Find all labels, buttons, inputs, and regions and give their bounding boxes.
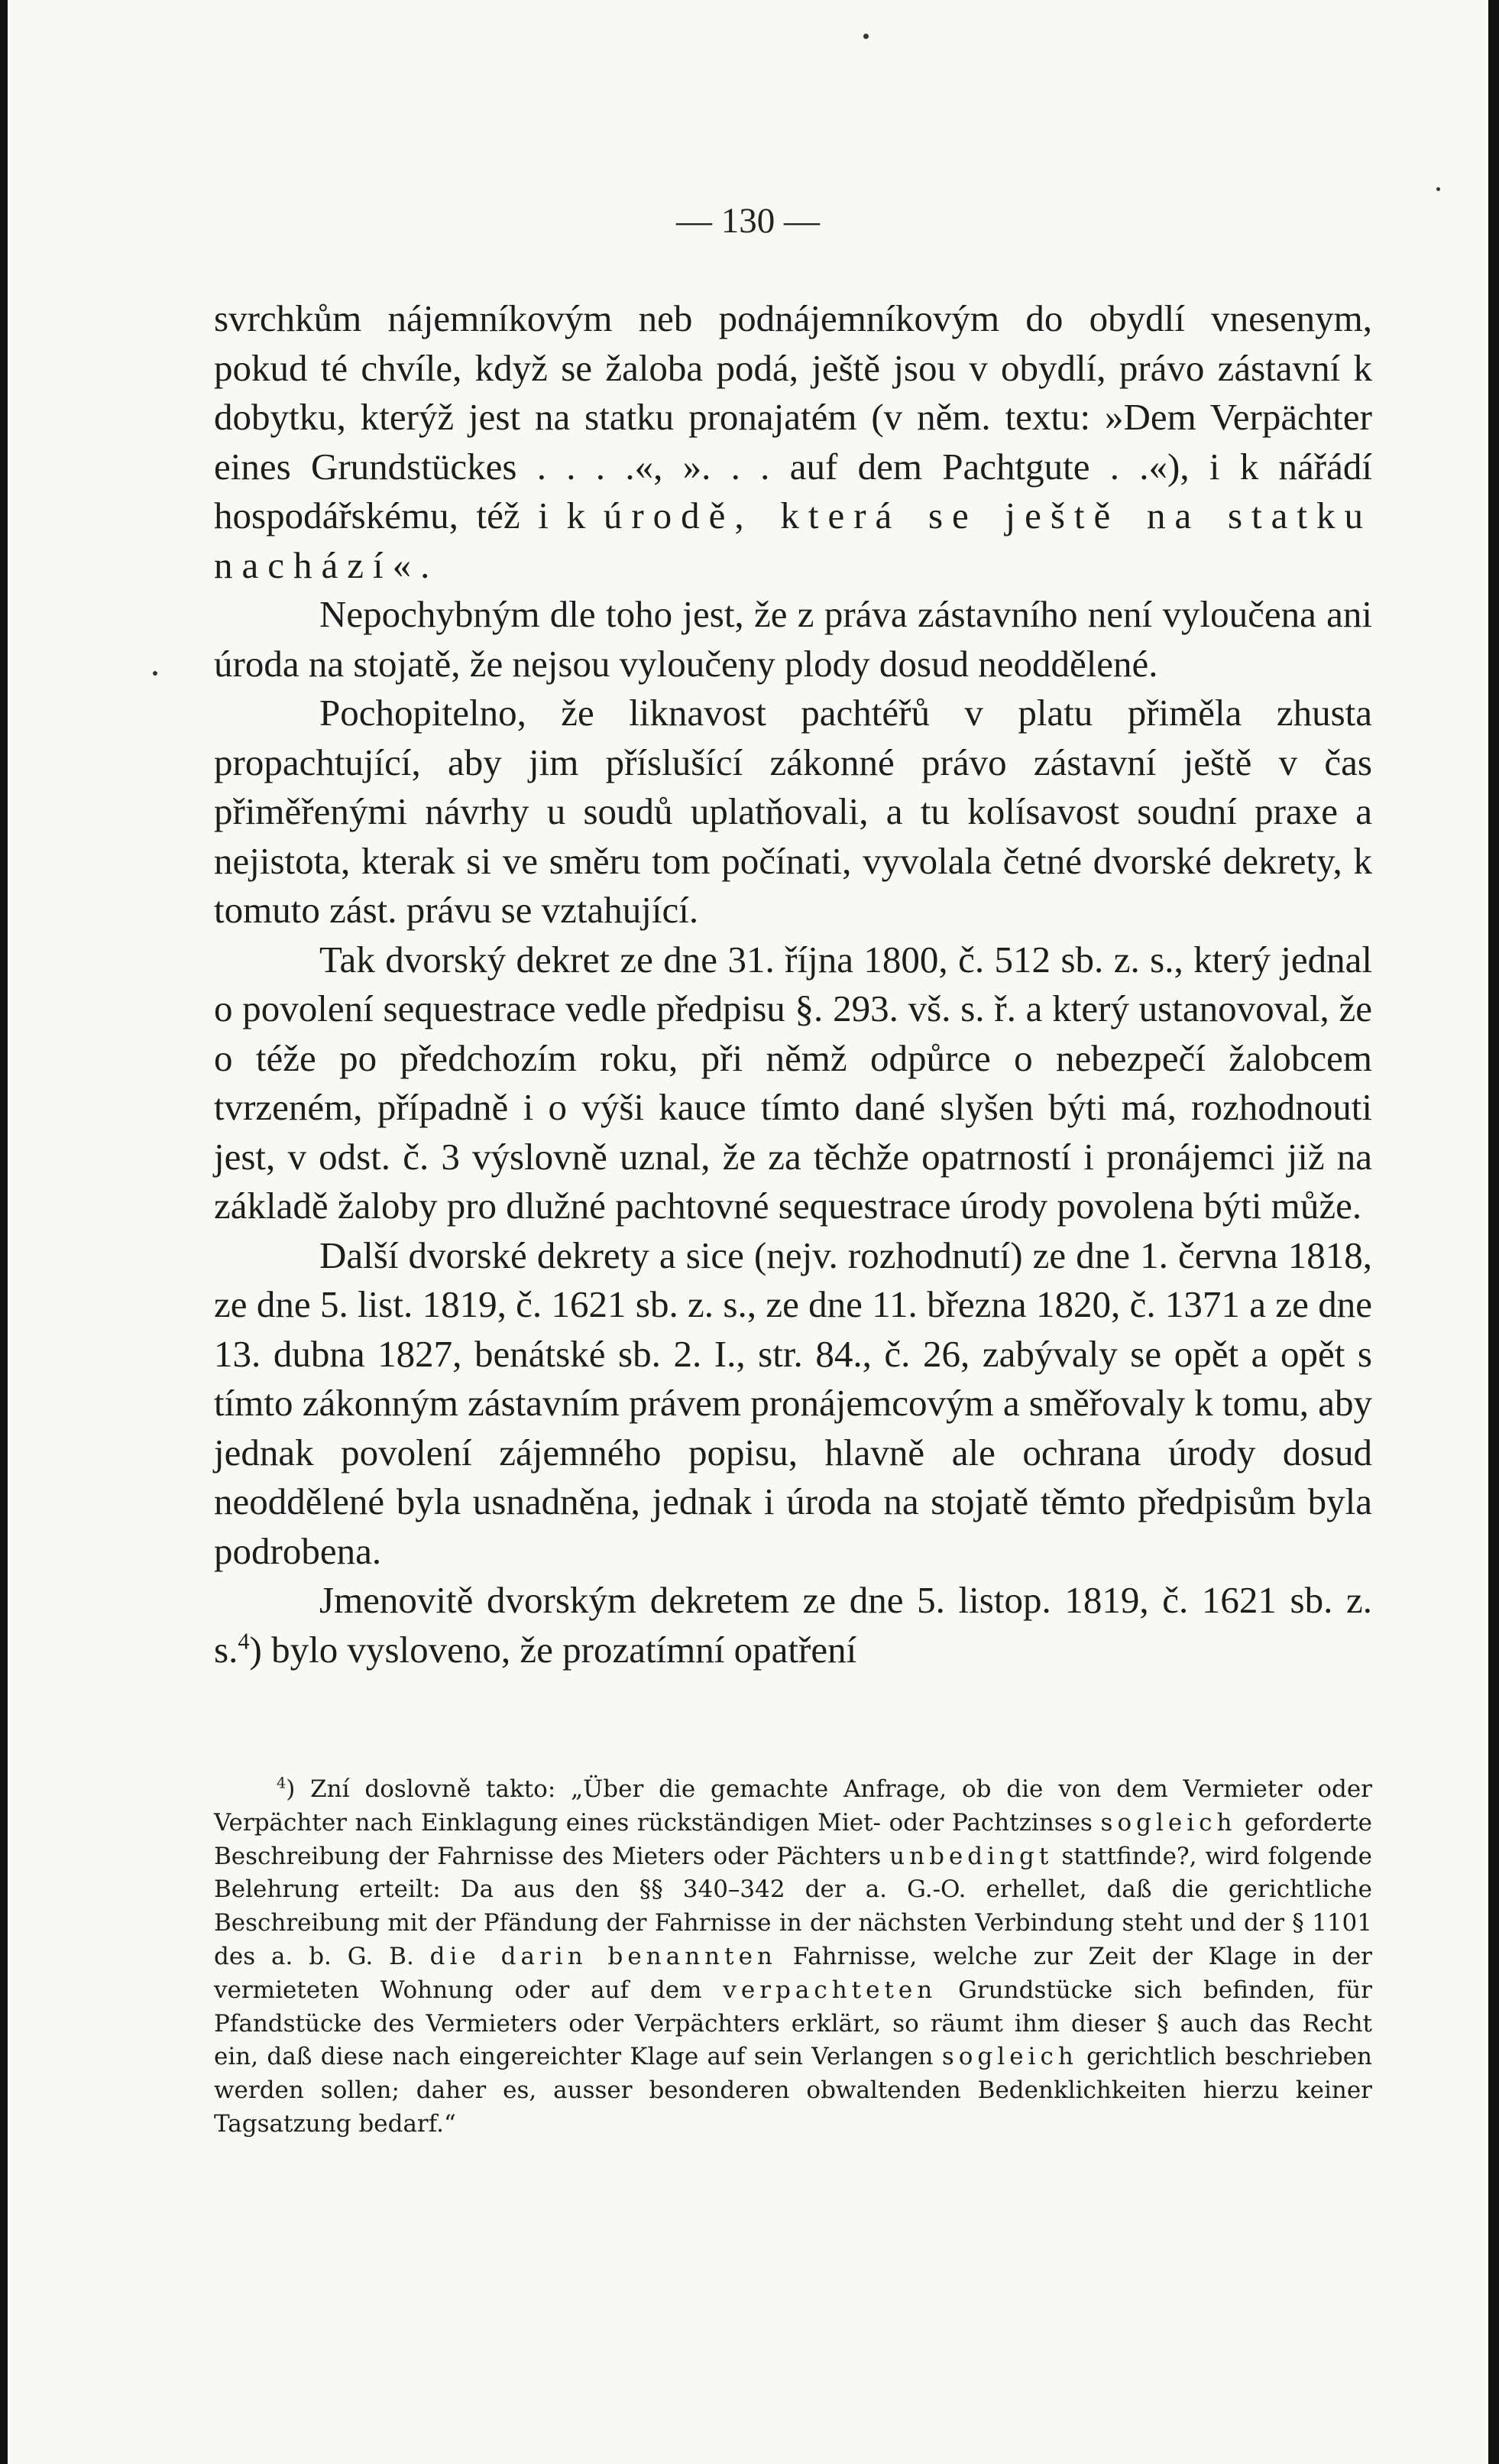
page-number: — 130 — <box>676 201 820 241</box>
paragraph-text: Jmenovitě dvorským dekretem ze dne 5. listop. 1819, č. 1621 sb. z. s. <box>214 1579 1372 1671</box>
paragraph-6 <box>214 1576 1372 1675</box>
spaced-emphasis: verpachteten <box>723 1976 937 2004</box>
footnote-part: Grundstücke sich befinden, für Pfandstücke des Vermieters oder Verpächters erklärt, so räumt ihm dieser § auch das Recht ein, daß diese nach eingereichter Klage auf sein Verlangen <box>214 1976 1372 2071</box>
scan-speck <box>153 671 157 676</box>
spaced-emphasis: unbedingt <box>889 1842 1054 1870</box>
paragraph-text: ) bylo vysloveno, že prozatímní opatření <box>249 1628 857 1671</box>
footnote-part: Fahrnisse, welche zur Zeit der Klage in der vermieteten Wohnung oder auf dem <box>214 1942 1372 2004</box>
spaced-emphasis: sogleich <box>941 2043 1078 2071</box>
paragraph-text: svrchkům nájemníkovým neb podnájemníkovým do obydlí vnesenym, pokud té chvíle, když se žaloba podá, ještě jsou v obydlí, právo zástavní k dobytku, kterýž jest na statku pronajatém (v něm. textu: »Dem Verpächter eines Grundstückes . . . .«, ». . . auf dem Pachtgute . .«), i k nářádí hospodářskému, též i k <box>214 297 1372 537</box>
footnote-marker: 4 <box>277 1774 287 1792</box>
footnote-reference: 4 <box>238 1628 250 1655</box>
scan-speck <box>863 34 869 39</box>
footnote-part: stattfinde?, wird folgende Belehrung erteilt: Da aus den §§ 340–342 der a. G.-O. erhellet, daß die gerichtliche Beschreibung mit der Pfändung der Fahrnisse in der nächsten Verbindung steht und der § 1101 des a. b. G. B. <box>214 1842 1373 1970</box>
scan-speck <box>1436 187 1440 191</box>
footnote-part: ) Zní doslovně takto: „Über die gemachte Anfrage, ob die von dem Vermieter oder Verpächter nach Einklagung eines rückständigen Miet- oder Pachtzinses <box>214 1775 1372 1837</box>
footnote-text <box>214 1773 1372 2141</box>
paragraph-4: Tak dvorský dekret ze dne 31. října 1800, č. 512 sb. z. s., který jednal o povolení sequestrace vedle předpisu §. 293. vš. s. ř. a který ustanovoval, že o téže po předchozím roku, při němž odpůrce o nebezpečí žalobcem tvrzeném, případně i o výši kauce tímto dané slyšen býti má, rozhodnouti jest, v odst. č. 3 výslovně uznal, že za těchže opatrností i pronájemci již na základě žaloby pro dlužné pachtovné sequestrace úrody povolena býti může. <box>214 938 1372 1227</box>
footnote-part: gerichtlich beschrieben werden sollen; daher es, ausser besonderen obwaltenden Bedenklichkeiten hierzu keiner Tagsatzung bedarf.“ <box>214 2043 1373 2138</box>
paragraph-3: Pochopitelno, že liknavost pachtéřů v platu přiměla zhusta propachtující, aby jim příslušící zákonné právo zástavní ještě v čas přiměřenými návrhy u soudů uplatňovali, a tu kolísavost soudní praxe a nejistota, kterak si ve směru tom počínati, vyvolala četné dvorské dekrety, k tomuto zást. právu se vztahující. <box>214 692 1372 931</box>
spaced-emphasis: die darin benannten <box>429 1942 777 1970</box>
paragraph-1 <box>214 294 1372 590</box>
spaced-emphasis: sogleich <box>1100 1808 1237 1837</box>
main-text <box>214 294 1372 1675</box>
paragraph-2: Nepochybným dle toho jest, že z práva zástavního není vyloučena ani úroda na stojatě, že nejsou vyloučeny plody dosud neoddělené. <box>214 593 1372 685</box>
spaced-emphasis: úrodě, která se ještě na statku nachází«. <box>214 494 1372 586</box>
footnote <box>214 1773 1372 2141</box>
footnote-part: geforderte Beschreibung der Fahrnisse des Mieters oder Pächters <box>214 1808 1373 1870</box>
paragraph-5: Další dvorské dekrety a sice (nejv. rozhodnutí) ze dne 1. června 1818, ze dne 5. list. 1819, č. 1621 sb. z. s., ze dne 11. března 1820, č. 1371 a ze dne 13. dubna 1827, benátské sb. 2. I., str. 84., č. 26, zabývaly se opět a opět s tímto zákonným zástavním právem pronájemcovým a směřovaly k tomu, aby jednak povolení zájemného popisu, hlavně ale ochrana úrody dosud neoddělené byla usnadněna, jednak i úroda na stojatě těmto předpisům byla podrobena. <box>214 1234 1372 1572</box>
